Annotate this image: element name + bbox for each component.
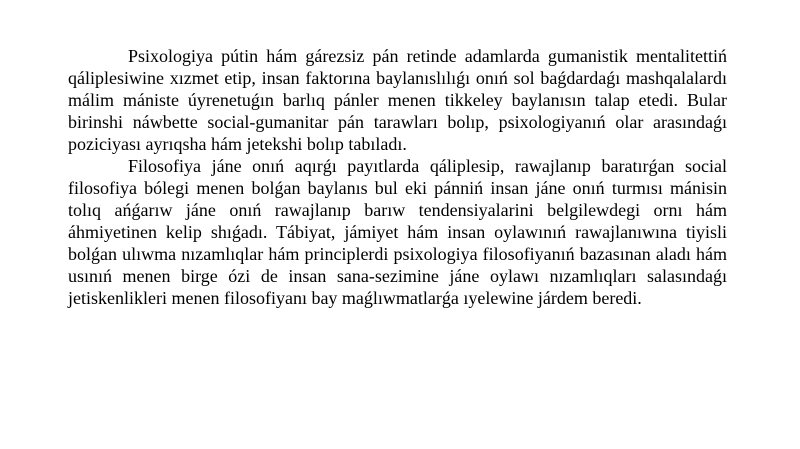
paragraph-2: Filosofiya jáne onıń aqırǵı payıtlarda qáliplesip, rawajlanıp baratırǵan social filosofiya bólegi menen bolǵan baylanıs bul eki pánniń insan jáne onıń turmısı mánisin tolıq ańǵarıw jáne onıń rawajlanıp barıw tendensiyalarini belgilewdegi ornı hám áhmiyetinen kelip shıǵadı. Tábiyat, jámiyet hám insan oylawınıń rawajlanıwına tiyisli bolǵan ulıwma nızamlıqlar hám principlerdi psixologiya filosofiyanıń bazasınan aladı hám usınıń menen birge ózi de insan sana-sezimine jáne oylawı nızamlıqları salasındaǵı jetiskenlikleri menen filosofiyanı bay maǵlıwmatlarǵa ıyelewine járdem beredi. [68, 156, 727, 308]
document-page [68, 45, 727, 309]
paragraph-1: Psixologiya pútin hám gárezsiz pán retinde adamlarda gumanistik mentalitettiń qáliplesiwine xızmet etip, insan faktorına baylanıslılıǵı onıń sol baǵdardaǵı mashqalalardı málim mániste úyrenetuǵın barlıq pánler menen tikkeley baylanısın talap etedi. Bular birinshi náwbette social-gumanitar pán tarawları bolıp, psixologiyanıń olar arasındaǵı poziciyası ayrıqsha hám jetekshi bolıp tabıladı. [68, 46, 727, 154]
